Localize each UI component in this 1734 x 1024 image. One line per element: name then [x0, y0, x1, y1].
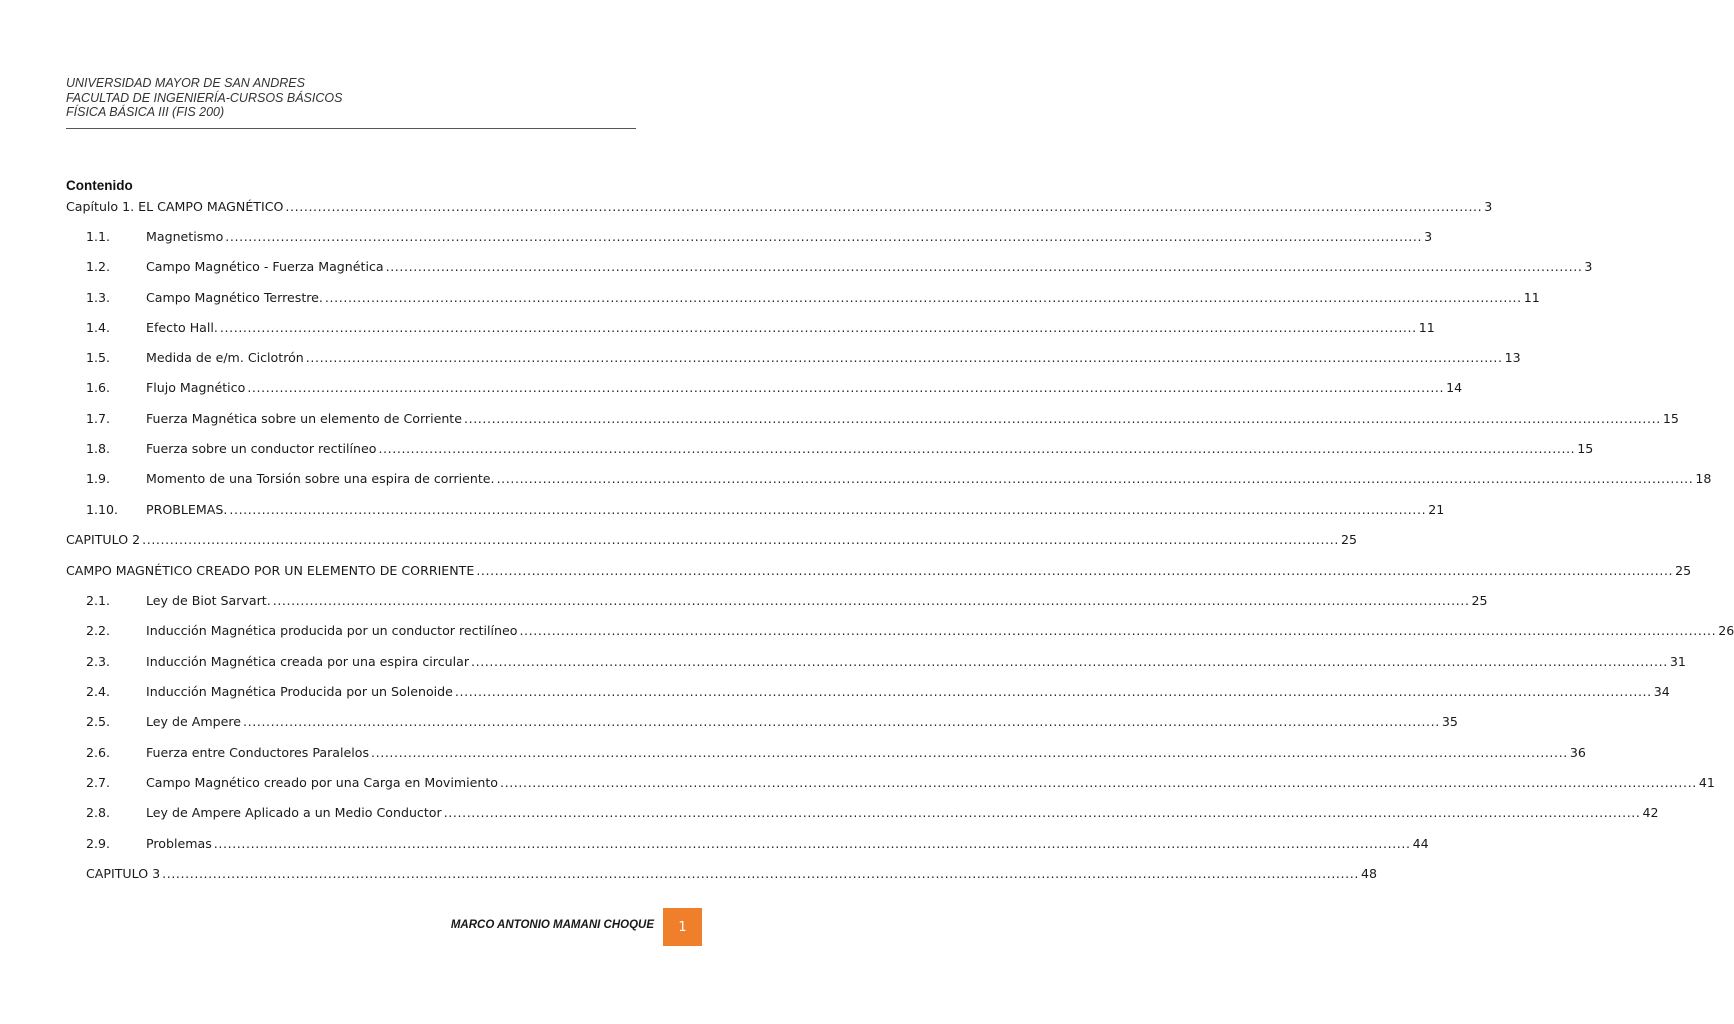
toc-entry-number: 2.8.: [86, 805, 111, 820]
header-divider: [66, 128, 636, 129]
toc-entry-number: 2.7.: [86, 775, 111, 790]
toc-entry-page: 44: [1412, 836, 1429, 851]
toc-entry-label: CAMPO MAGNÉTICO CREADO POR UN ELEMENTO DE CORRIENTE: [66, 563, 475, 578]
toc-entry-page: 11: [1418, 320, 1435, 335]
toc-entry-number: 1.3.: [86, 290, 111, 305]
dot-leader: ....................................................................................................................................................................................................................................................................: [305, 350, 1503, 365]
dot-leader: ....................................................................................................................................................................................................................................................................: [471, 654, 1668, 669]
dot-leader: ....................................................................................................................................................................................................................................................................: [213, 836, 1411, 851]
dot-leader: ....................................................................................................................................................................................................................................................................: [443, 805, 1641, 820]
toc-entry-page: 36: [1569, 745, 1586, 760]
toc-entry[interactable]: [66, 319, 1435, 337]
university-name: UNIVERSIDAD MAYOR DE SAN ANDRES: [66, 76, 305, 90]
toc-entry[interactable]: [66, 258, 1593, 276]
dot-leader: ....................................................................................................................................................................................................................................................................: [243, 714, 1440, 729]
toc-entry[interactable]: [66, 835, 1429, 853]
toc-entry-label: Problemas: [146, 836, 212, 851]
footer-author: MARCO ANTONIO MAMANI CHOQUE: [450, 919, 654, 931]
dot-leader: ....................................................................................................................................................................................................................................................................: [519, 623, 1717, 638]
toc-entry-page: 3: [1484, 199, 1493, 214]
toc-entry-number: 1.1.: [86, 229, 111, 244]
toc-entry-label: Momento de una Torsión sobre una espira de corriente.: [146, 471, 495, 486]
dot-leader: ....................................................................................................................................................................................................................................................................: [464, 411, 1661, 426]
toc-entry-label: Inducción Magnética Producida por un Solenoide: [146, 684, 453, 699]
toc-entry-page: 25: [1471, 593, 1488, 608]
toc-entry-number: 1.10.: [86, 502, 119, 517]
toc-entry-page: 35: [1441, 714, 1458, 729]
dot-leader: ....................................................................................................................................................................................................................................................................: [324, 290, 1522, 305]
dot-leader: ....................................................................................................................................................................................................................................................................: [385, 259, 1583, 274]
toc-entry[interactable]: [66, 198, 1493, 216]
toc-entry-page: 15: [1577, 441, 1594, 456]
toc-entry-label: Medida de e/m. Ciclotrón: [146, 350, 304, 365]
toc-entry-number: 2.1.: [86, 593, 111, 608]
dot-leader: ....................................................................................................................................................................................................................................................................: [500, 775, 1697, 790]
toc-entry-page: 41: [1698, 775, 1715, 790]
toc-entry[interactable]: [66, 804, 1659, 822]
toc-entry-page: 21: [1428, 502, 1445, 517]
toc-entry[interactable]: [66, 622, 1734, 640]
toc-entry-number: 1.2.: [86, 259, 111, 274]
dot-leader: ....................................................................................................................................................................................................................................................................: [229, 502, 1427, 517]
toc-entry-label: Efecto Hall.: [146, 320, 218, 335]
dot-leader: ....................................................................................................................................................................................................................................................................: [496, 471, 1694, 486]
dot-leader: ....................................................................................................................................................................................................................................................................: [225, 229, 1423, 244]
toc-entry-page: 13: [1504, 350, 1521, 365]
toc-entry-number: 1.9.: [86, 471, 111, 486]
dot-leader: ....................................................................................................................................................................................................................................................................: [162, 866, 1359, 881]
toc-entry-label: PROBLEMAS.: [146, 502, 228, 517]
toc-entry-label: Fuerza Magnética sobre un elemento de Corriente: [146, 411, 462, 426]
page-number: 1: [678, 919, 687, 935]
faculty-name: FACULTAD DE INGENIERÍA-CURSOS BÁSICOS: [66, 90, 343, 105]
toc-entry-page: 14: [1446, 380, 1463, 395]
toc-entry[interactable]: [66, 228, 1433, 246]
toc-entry-page: 42: [1642, 805, 1659, 820]
course-name: FÍSICA BÁSICA III (FIS 200): [66, 105, 225, 119]
toc-entry-label: Campo Magnético creado por una Carga en Movimiento: [146, 775, 498, 790]
toc-entry-number: 2.9.: [86, 836, 111, 851]
toc-entry-label: Campo Magnético Terrestre.: [146, 290, 323, 305]
dot-leader: ....................................................................................................................................................................................................................................................................: [371, 745, 1568, 760]
toc-entry-number: 1.5.: [86, 350, 111, 365]
toc-entry[interactable]: [66, 562, 1692, 580]
toc-entry[interactable]: [66, 379, 1463, 397]
toc-entry-page: 48: [1360, 866, 1377, 881]
toc-entry[interactable]: [66, 653, 1686, 671]
toc-entry-page: 11: [1523, 290, 1540, 305]
toc-entry-label: Campo Magnético - Fuerza Magnética: [146, 259, 384, 274]
dot-leader: ....................................................................................................................................................................................................................................................................: [454, 684, 1652, 699]
toc-entry-page: 26: [1718, 623, 1734, 638]
toc-entry[interactable]: [66, 865, 1377, 883]
toc-entry[interactable]: [66, 410, 1679, 428]
toc-title: Contenido: [66, 178, 133, 193]
toc-entry-page: 31: [1669, 654, 1686, 669]
toc-entry-label: CAPITULO 3: [86, 866, 161, 881]
toc-entry-number: 2.6.: [86, 745, 111, 760]
toc-entry-number: 1.8.: [86, 441, 111, 456]
toc-entry[interactable]: [66, 349, 1521, 367]
toc-entry-number: 1.4.: [86, 320, 111, 335]
dot-leader: ....................................................................................................................................................................................................................................................................: [219, 320, 1417, 335]
toc-entry-page: 3: [1424, 229, 1433, 244]
toc-entry-number: 2.3.: [86, 654, 111, 669]
toc-entry[interactable]: [66, 289, 1540, 307]
toc-entry[interactable]: [66, 744, 1586, 762]
toc-entry[interactable]: [66, 531, 1357, 549]
toc-entry[interactable]: [66, 592, 1488, 610]
document-header: [66, 76, 636, 129]
toc-entry-page: 25: [1340, 532, 1357, 547]
toc-entry-number: 1.6.: [86, 380, 111, 395]
toc-entry-label: Inducción Magnética creada por una espira circular: [146, 654, 469, 669]
toc-entry-label: Fuerza sobre un conductor rectilíneo: [146, 441, 377, 456]
toc-entry-label: Flujo Magnético: [146, 380, 246, 395]
toc-entry-number: 2.5.: [86, 714, 111, 729]
toc-entry[interactable]: [66, 470, 1712, 488]
toc-entry-label: Ley de Ampere Aplicado a un Medio Conductor: [146, 805, 442, 820]
toc-entry-page: 34: [1653, 684, 1670, 699]
toc-entry-number: 2.4.: [86, 684, 111, 699]
dot-leader: ....................................................................................................................................................................................................................................................................: [476, 563, 1674, 578]
toc-entry-page: 18: [1695, 471, 1712, 486]
dot-leader: ....................................................................................................................................................................................................................................................................: [142, 532, 1339, 547]
toc-entry-label: Capítulo 1. EL CAMPO MAGNÉTICO: [66, 199, 284, 214]
dot-leader: ....................................................................................................................................................................................................................................................................: [247, 380, 1445, 395]
toc-entry-label: CAPITULO 2: [66, 532, 141, 547]
toc-entry[interactable]: [66, 440, 1594, 458]
toc-entry-page: 15: [1662, 411, 1679, 426]
dot-leader: ....................................................................................................................................................................................................................................................................: [285, 199, 1483, 214]
toc-entry[interactable]: [66, 683, 1670, 701]
toc-entry-page: 3: [1584, 259, 1593, 274]
toc-entry-label: Ley de Biot Sarvart.: [146, 593, 271, 608]
toc-entry[interactable]: [66, 713, 1458, 731]
toc-entry[interactable]: [66, 501, 1445, 519]
dot-leader: ....................................................................................................................................................................................................................................................................: [378, 441, 1576, 456]
toc-entry-label: Fuerza entre Conductores Paralelos: [146, 745, 370, 760]
toc-entry-label: Inducción Magnética producida por un conductor rectilíneo: [146, 623, 518, 638]
toc-entry-number: 2.2.: [86, 623, 111, 638]
toc-entry[interactable]: [66, 774, 1715, 792]
toc-entry-number: 1.7.: [86, 411, 111, 426]
toc-entry-label: Ley de Ampere: [146, 714, 242, 729]
toc-entry-label: Magnetismo: [146, 229, 224, 244]
toc-entry-page: 25: [1675, 563, 1692, 578]
dot-leader: ....................................................................................................................................................................................................................................................................: [272, 593, 1470, 608]
page-number-badge: [663, 908, 702, 946]
